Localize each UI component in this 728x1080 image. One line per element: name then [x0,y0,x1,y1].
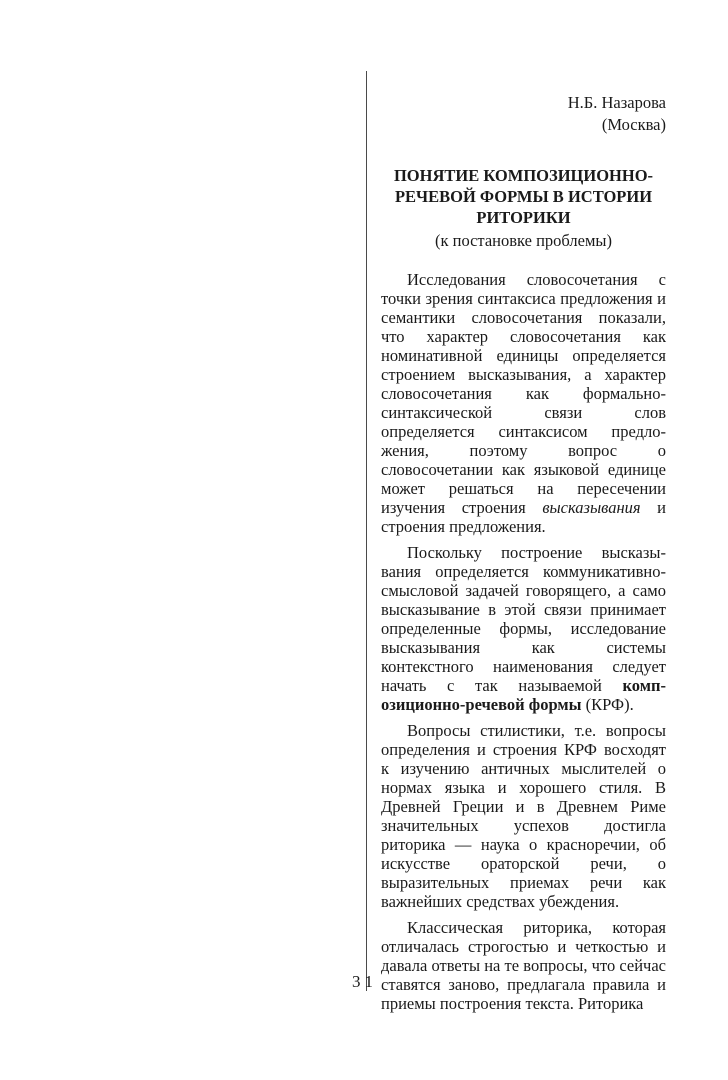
article-column [381,92,666,1020]
paragraph-1 [381,270,666,536]
title-line-3: РИТОРИКИ [476,208,571,227]
paragraph-4: Классическая риторика, которая отличалась строгостью и четкостью и давала ответы на те вопросы, что сейчас ставятся заново, предлагала правила и приемы построения текста. Риторика [381,918,666,1013]
author-name: Н.Б. Назарова [567,93,666,112]
title-line-2: РЕЧЕВОЙ ФОРМЫ В ИСТОРИИ [394,187,653,206]
paragraph-2-bold-term: композиционно-речевой формы [381,676,666,714]
article-title [381,165,666,228]
paragraph-1-italic: высказывания [542,498,641,517]
paragraph-1-text-b: и строения предложения. [381,498,666,536]
paragraph-2 [381,543,666,714]
author-block [381,92,666,136]
paragraph-3: Вопросы стилистики, т.е. вопросы определения и строения КРФ восходят к изучению античных мыслителей о нормах языка и хорошего стиля. В Древней Греции и в Древнем Риме значительных успехов достигла риторика — наука о красноречии, об искусстве ораторской речи, о выразительных приемах речи как важнейших средствах убеждения. [381,721,666,911]
page-number: 31 [352,972,377,991]
paragraph-2-text-a: Поскольку построение высказывания определяется коммуникативно-смысловой задачей говорящего, а само высказывание в этой связи принимает определенные формы, исследование высказывания как системы контекстного наименования следует начать с так называемой [381,543,666,695]
title-line-1: ПОНЯТИЕ КОМПОЗИЦИОННО- [393,166,654,185]
author-city: (Москва) [601,115,666,134]
article-subtitle: (к постановке проблемы) [434,231,612,250]
paragraph-1-text-a: Исследования словосочетания с точки зрения синтаксиса предложения и семантики словосочетания показали, что характер словосочетания как номинативной единицы определяется строением высказывания, а характер словосочетания как формально-синтаксической связи слов определяется синтаксисом предложения, поэтому вопрос о словосочетании как языковой единице может решаться на пересечении изучения строения [381,270,666,517]
margin-rule [366,71,367,991]
paragraph-2-text-b: (КРФ). [581,695,634,714]
article-body [381,270,666,1013]
